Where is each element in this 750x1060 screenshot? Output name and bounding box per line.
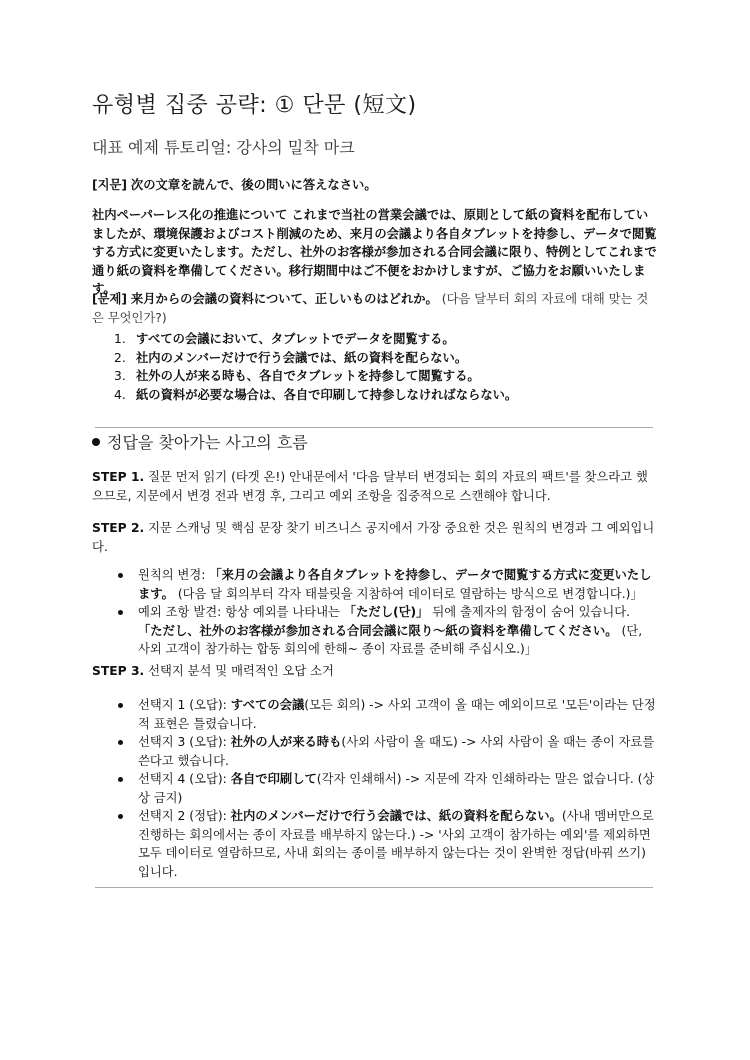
passage-label: [지문]: [92, 178, 127, 192]
list-item: 선택지 4 (오답): 各自で印刷して(각자 인쇄해서) -> 지문에 각자 인쇄하라는 말은 없습니다. (상상 금지): [116, 770, 656, 807]
option-2: 2. 社内のメンバーだけで行う会議では、紙の資料を配らない。: [114, 350, 468, 365]
list-item: 선택지 2 (정답): 社内のメンバーだけで行う会議では、紙の資料を配らない。(사내 멤버만으로 진행하는 회의에서는 종이 자료를 배부하지 않는다.) -> '사외 고객이 참가하는 예외'를 제외하면 모두 데이터로 열람하므로, 사내 회의는 종이를 배부하지 않는다는 것이 완벽한 정답(바꿔 쓰기)입니다.: [116, 807, 656, 881]
question: [92, 290, 657, 327]
divider-top: [95, 427, 653, 428]
section-heading: 정답을 찾아가는 사고의 흐름: [92, 430, 308, 453]
list-item: 선택지 3 (오답): 社外の人が来る時も(사외 사람이 올 때도) -> 사외 사람이 올 때는 종이 자료를 쓴다고 했습니다.: [116, 733, 656, 770]
step-3: [92, 662, 657, 681]
passage-body: 社内ペーパーレス化の推進について これまで当社の営業会議では、原則として紙の資料を配布していましたが、環境保護およびコスト削減のため、来月の会議より各自タブレットを持参し、データで閲覧する方式に変更いたします。ただし、社外のお客様が参加される合同会議に限り、特例としてこれまで通り紙の資料を準備してください。移行期間中はご不便をおかけしますが、ご協力をお願いいたします。: [92, 208, 657, 296]
divider-bottom: [95, 887, 653, 888]
page-subtitle: 대표 예제 튜토리얼: 강사의 밀착 마크: [92, 138, 355, 157]
step-1-text: 질문 먼저 읽기 (타겟 온!) 안내문에서 '다음 달부터 변경되는 회의 자료의 팩트'를 찾으라고 했으므로, 지문에서 변경 전과 변경 후, 그리고 예외 조항을 집중적으로 스캔해야 합니다.: [92, 470, 648, 503]
passage-instruction-text: 次の文章を読んで、後の問いに答えなさい。: [130, 178, 377, 192]
step-1: [92, 468, 657, 505]
step-3-bullets: [116, 696, 656, 881]
passage-instruction: [92, 176, 657, 195]
step-2-label: STEP 2.: [92, 521, 145, 535]
list-item: 원칙의 변경: 「来月の会議より各自タブレットを持参し、データで閲覧する方式に変更いたします。 (다음 달 회의부터 각자 태블릿을 지참하여 데이터로 열람하는 방식으로 변경합니다.)」: [116, 566, 656, 603]
page-title: 유형별 집중 공략: ① 단문 (短文): [92, 93, 417, 118]
option-3: 3. 社外の人が来る時も、各自でタブレットを持参して閲覧する。: [114, 369, 480, 383]
question-label: [문제]: [92, 292, 127, 306]
step-2-bullets: [116, 566, 656, 659]
question-text-jp: 来月からの会議の資料について、正しいものはどれか。: [130, 292, 438, 306]
step-3-label: STEP 3.: [92, 664, 145, 678]
bullet-icon: [92, 438, 100, 446]
answer-options: [114, 330, 517, 404]
question-text-kr: (다음 달부터 회의 자료에 대해 맞는 것은 무엇인가?): [92, 292, 649, 325]
step-2-text: 지문 스캐닝 및 핵심 문장 찾기 비즈니스 공지에서 가장 중요한 것은 원칙의 변경과 그 예외입니다.: [92, 521, 655, 554]
list-item: 예외 조항 발견: 항상 예외를 나타내는 「ただし(단)」 뒤에 출제자의 함정이 숨어 있습니다. 「ただし、社外のお客様が参加される合同会議に限り～紙の資料を準備してください。 (단, 사외 고객이 참가하는 합동 회의에 한해~ 종이 자료를 준비해 주십시오.)」: [116, 603, 656, 659]
list-item: 선택지 1 (오답): すべての会議(모든 회의) -> 사외 고객이 올 때는 예외이므로 '모든'이라는 단정적 표현은 틀렸습니다.: [116, 696, 656, 733]
step-1-label: STEP 1.: [92, 470, 145, 484]
step-3-text: 선택지 분석 및 매력적인 오답 소거: [148, 664, 334, 678]
option-4: 4. 紙の資料が必要な場合は、各自で印刷して持参しなければならない。: [114, 387, 518, 402]
step-2: [92, 519, 657, 556]
option-1: 1. すべての会議において、タブレットでデータを閲覧する。: [114, 332, 455, 346]
